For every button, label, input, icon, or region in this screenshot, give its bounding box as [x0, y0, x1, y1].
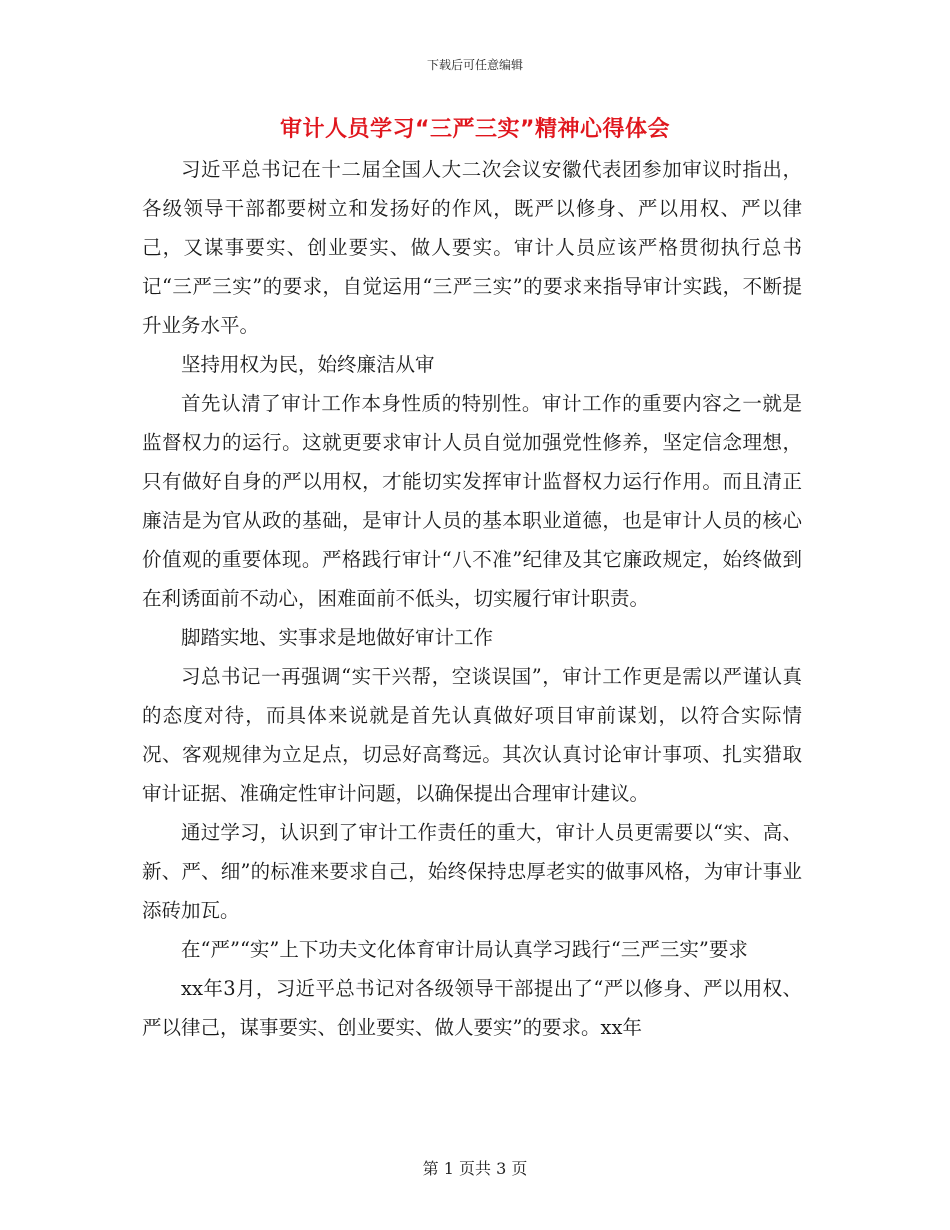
document-title: 审计人员学习“三严三实”精神心得体会 [280, 117, 670, 142]
section-heading: 坚持用权为民，始终廉洁从审 [181, 353, 435, 376]
paragraph: 习总书记一再强调“实干兴帮，空谈误国”，审计工作更是需以严谨认真的态度对待，而具体来说就是首先认真做好项目审前谋划，以符合实际情况、客观规律为立足点，切忌好高骛远。其次认真讨论审计事项、扎实猎取审计证据、准确定性审计问题，以确保提出合理审计建议。 [142, 665, 802, 805]
document-body [142, 150, 802, 1047]
section-heading: 在“严”“实”上下功夫文化体育审计局认真学习践行“三严三实”要求 [181, 938, 748, 961]
paragraph: 习近平总书记在十二届全国人大二次会议安徽代表团参加审议时指出，各级领导干部都要树立和发扬好的作风，既严以修身、严以用权、严以律己，又谋事要实、创业要实、做人要实。审计人员应该严格贯彻执行总书记“三严三实”的要求，自觉运用“三严三实”的要求来指导审计实践，不断提升业务水平。 [142, 158, 802, 337]
page-number: 第 1 页共 3 页 [422, 1159, 528, 1178]
section-heading: 脚踏实地、实事求是地做好审计工作 [181, 626, 494, 649]
header-note: 下载后可任意编辑 [426, 58, 523, 72]
paragraph: 首先认清了审计工作本身性质的特别性。审计工作的重要内容之一就是监督权力的运行。这就更要求审计人员自觉加强党性修养，坚定信念理想，只有做好自身的严以用权，才能切实发挥审计监督权力运行作用。而且清正廉洁是为官从政的基础，是审计人员的基本职业道德，也是审计人员的核心价值观的重要体现。严格践行审计“八不准”纪律及其它廉政规定，始终做到在利诱面前不动心，困难面前不低头，切实履行审计职责。 [142, 392, 802, 610]
paragraph: 通过学习，认识到了审计工作责任的重大，审计人员更需要以“实、高、新、严、细”的标准来要求自己，始终保持忠厚老实的做事风格，为审计事业添砖加瓦。 [142, 821, 802, 922]
paragraph: xx年3月，习近平总书记对各级领导干部提出了“严以修身、严以用权、严以律己，谋事要实、创业要实、做人要实”的要求。xx年 [142, 977, 802, 1039]
